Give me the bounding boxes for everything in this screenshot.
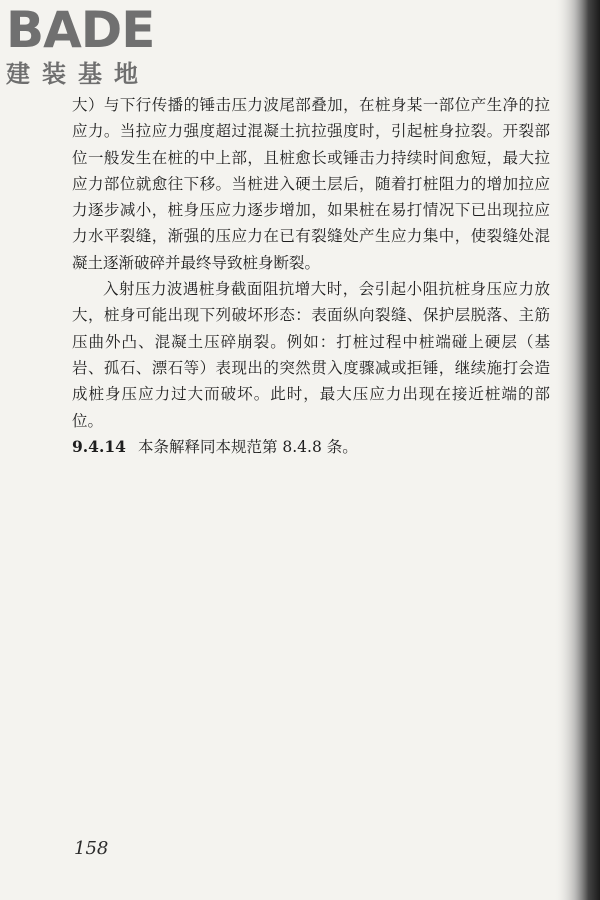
site-logo [6,2,181,90]
clause-number: 9.4.14 [72,436,126,456]
paragraph-continued: 大）与下行传播的锤击压力波尾部叠加，在桩身某一部位产生净的拉应力。当拉应力强度超过混凝土抗拉强度时，引起桩身拉裂。开裂部位一般发生在桩的中上部，且桩愈长或锤击力持续时间愈短，最大拉应力部位就愈往下移。当桩进入硬土层后，随着打桩阻力的增加拉应力逐步减小，桩身压应力逐步增加，如果桩在易打情况下已出现拉应力水平裂缝，渐强的压应力在已有裂缝处产生应力集中，使裂缝处混凝土逐渐破碎并最终导致桩身断裂。 [72,96,550,272]
logo-subtitle: 建装基地 [6,60,150,88]
logo-mark: BADE [6,1,155,59]
page-edge-shadow [554,0,600,900]
paragraph-compression: 入射压力波遇桩身截面阻抗增大时，会引起小阻抗桩身压应力放大，桩身可能出现下列破坏形态：表面纵向裂缝、保护层脱落、主筋压曲外凸、混凝土压碎崩裂。例如：打桩过程中桩端碰上硬层（基岩、孤石、漂石等）表现出的突然贯入度骤减或拒锤，继续施打会造成桩身压应力过大而破坏。此时，最大压应力出现在接近桩端的部位。 [72,280,550,430]
page-number: 158 [74,838,109,859]
body-text [72,92,550,460]
clause-9-4-14 [72,434,550,460]
clause-text: 本条解释同本规范第 8.4.8 条。 [137,437,358,456]
